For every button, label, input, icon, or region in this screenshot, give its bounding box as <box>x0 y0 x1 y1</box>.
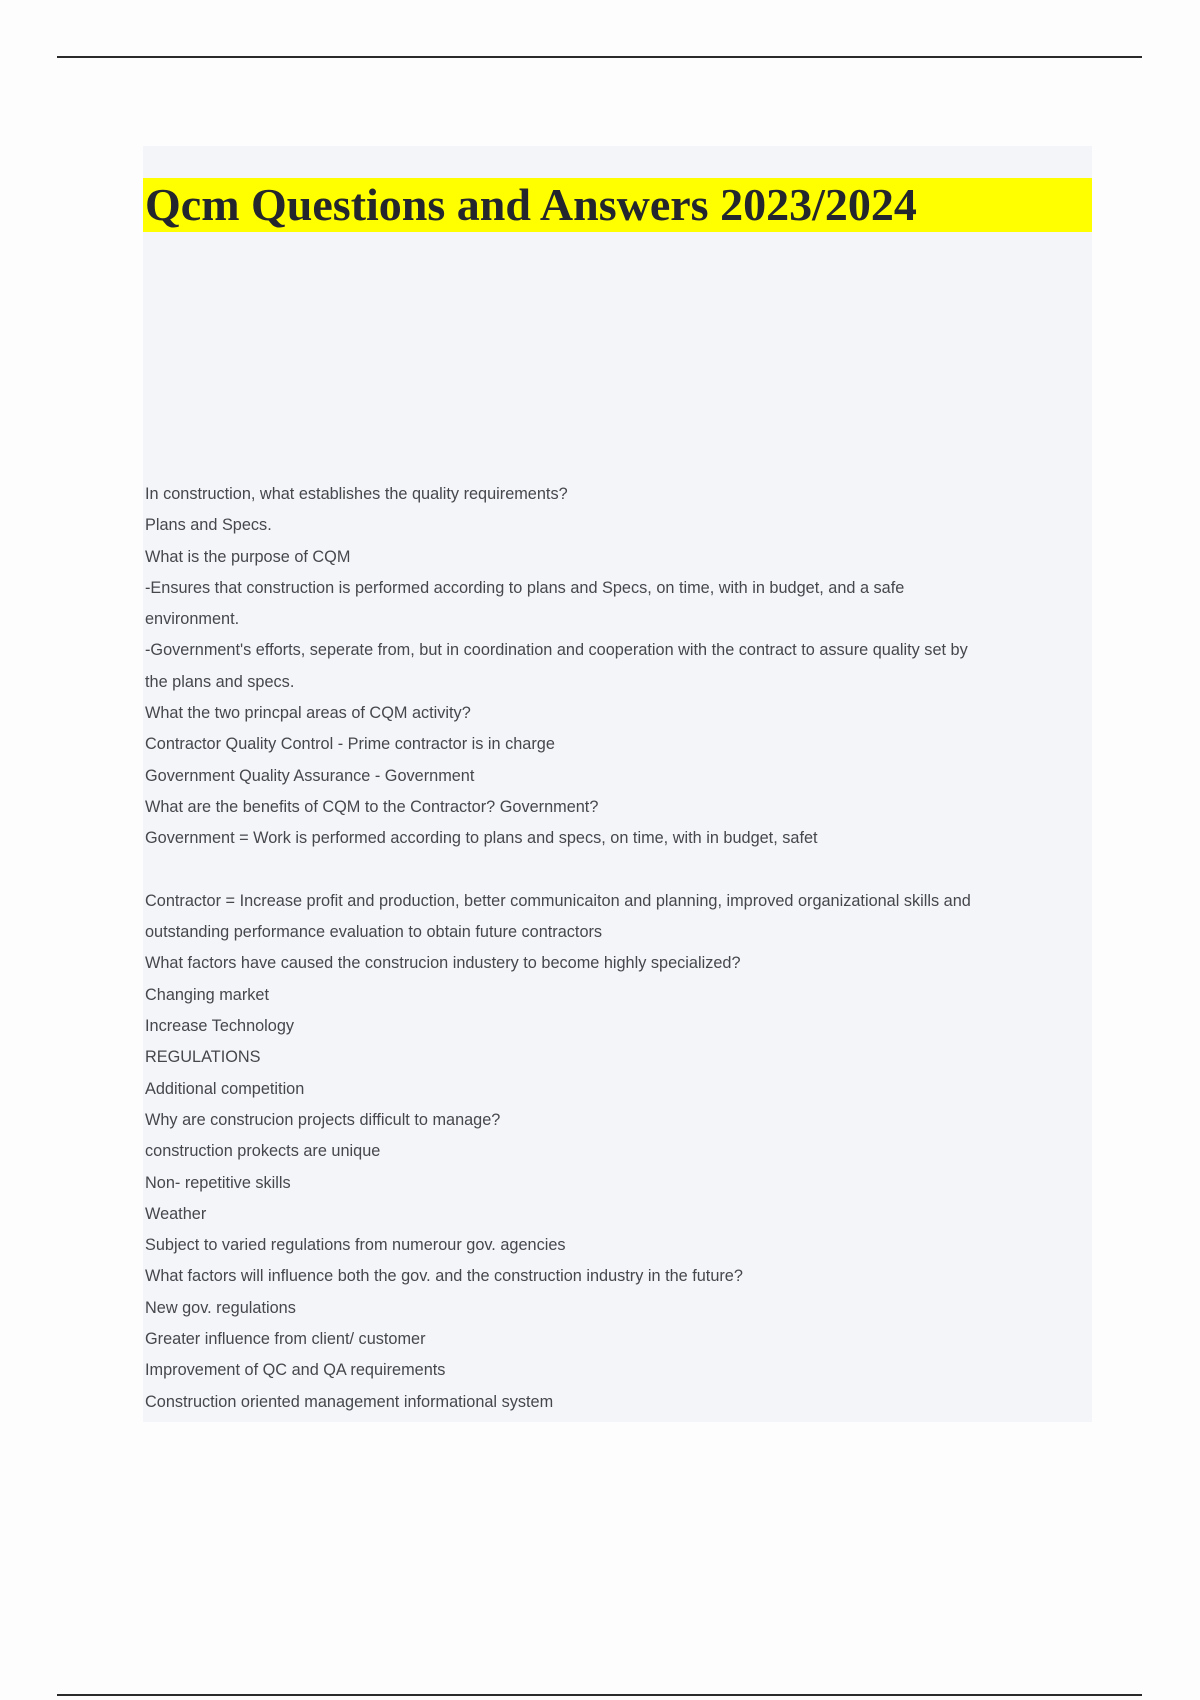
footer-rule <box>57 1694 1142 1696</box>
text-line: What is the purpose of CQM <box>145 547 351 566</box>
text-line: construction prokects are unique <box>145 1142 381 1161</box>
document-page <box>143 146 1092 1422</box>
text-line: Weather <box>145 1204 207 1223</box>
header-rule <box>57 56 1142 58</box>
text-line: Additional competition <box>145 1079 305 1098</box>
text-line: What factors have caused the construcion industery to become highly specialized? <box>145 954 741 973</box>
text-line <box>145 855 971 886</box>
text-line: Changing market <box>145 985 269 1004</box>
text-line: Plans and Specs. <box>145 516 272 535</box>
text-line: What the two princpal areas of CQM activity? <box>145 704 471 723</box>
text-line: New gov. regulations <box>145 1298 296 1317</box>
text-line: What factors will influence both the gov. and the construction industry in the future? <box>145 1267 743 1286</box>
text-line: -Government's efforts, seperate from, but in coordination and cooperation with the contract to assure quality set by <box>145 641 968 660</box>
document-title: Qcm Questions and Answers 2023/2024 <box>145 179 917 230</box>
title-highlight <box>143 178 1092 232</box>
text-line: What are the benefits of CQM to the Contractor? Government? <box>145 797 599 816</box>
text-line: Increase Technology <box>145 1017 295 1036</box>
text-line: outstanding performance evaluation to obtain future contractors <box>145 923 603 942</box>
text-line: Why are construcion projects difficult to manage? <box>145 1110 501 1129</box>
text-line: Contractor Quality Control - Prime contractor is in charge <box>145 735 555 754</box>
text-line: REGULATIONS <box>145 1048 261 1067</box>
text-line: Subject to varied regulations from numerour gov. agencies <box>145 1236 566 1255</box>
qa-content <box>145 479 971 1418</box>
text-line: -Ensures that construction is performed according to plans and Specs, on time, with in budget, and a safe <box>145 578 905 597</box>
text-line: environment. <box>145 610 240 629</box>
text-line: Greater influence from client/ customer <box>145 1330 426 1349</box>
text-line: the plans and specs. <box>145 672 295 691</box>
text-line: In construction, what establishes the quality requirements? <box>145 485 568 503</box>
text-line: Improvement of QC and QA requirements <box>145 1361 446 1380</box>
text-line: Construction oriented management informational system <box>145 1392 554 1411</box>
text-line: Contractor = Increase profit and production, better communicaiton and planning, improved organizational skills and <box>145 891 971 910</box>
text-line: Non- repetitive skills <box>145 1173 291 1192</box>
text-line: Government = Work is performed according to plans and specs, on time, with in budget, safet <box>145 829 818 848</box>
text-line: Government Quality Assurance - Government <box>145 766 475 785</box>
